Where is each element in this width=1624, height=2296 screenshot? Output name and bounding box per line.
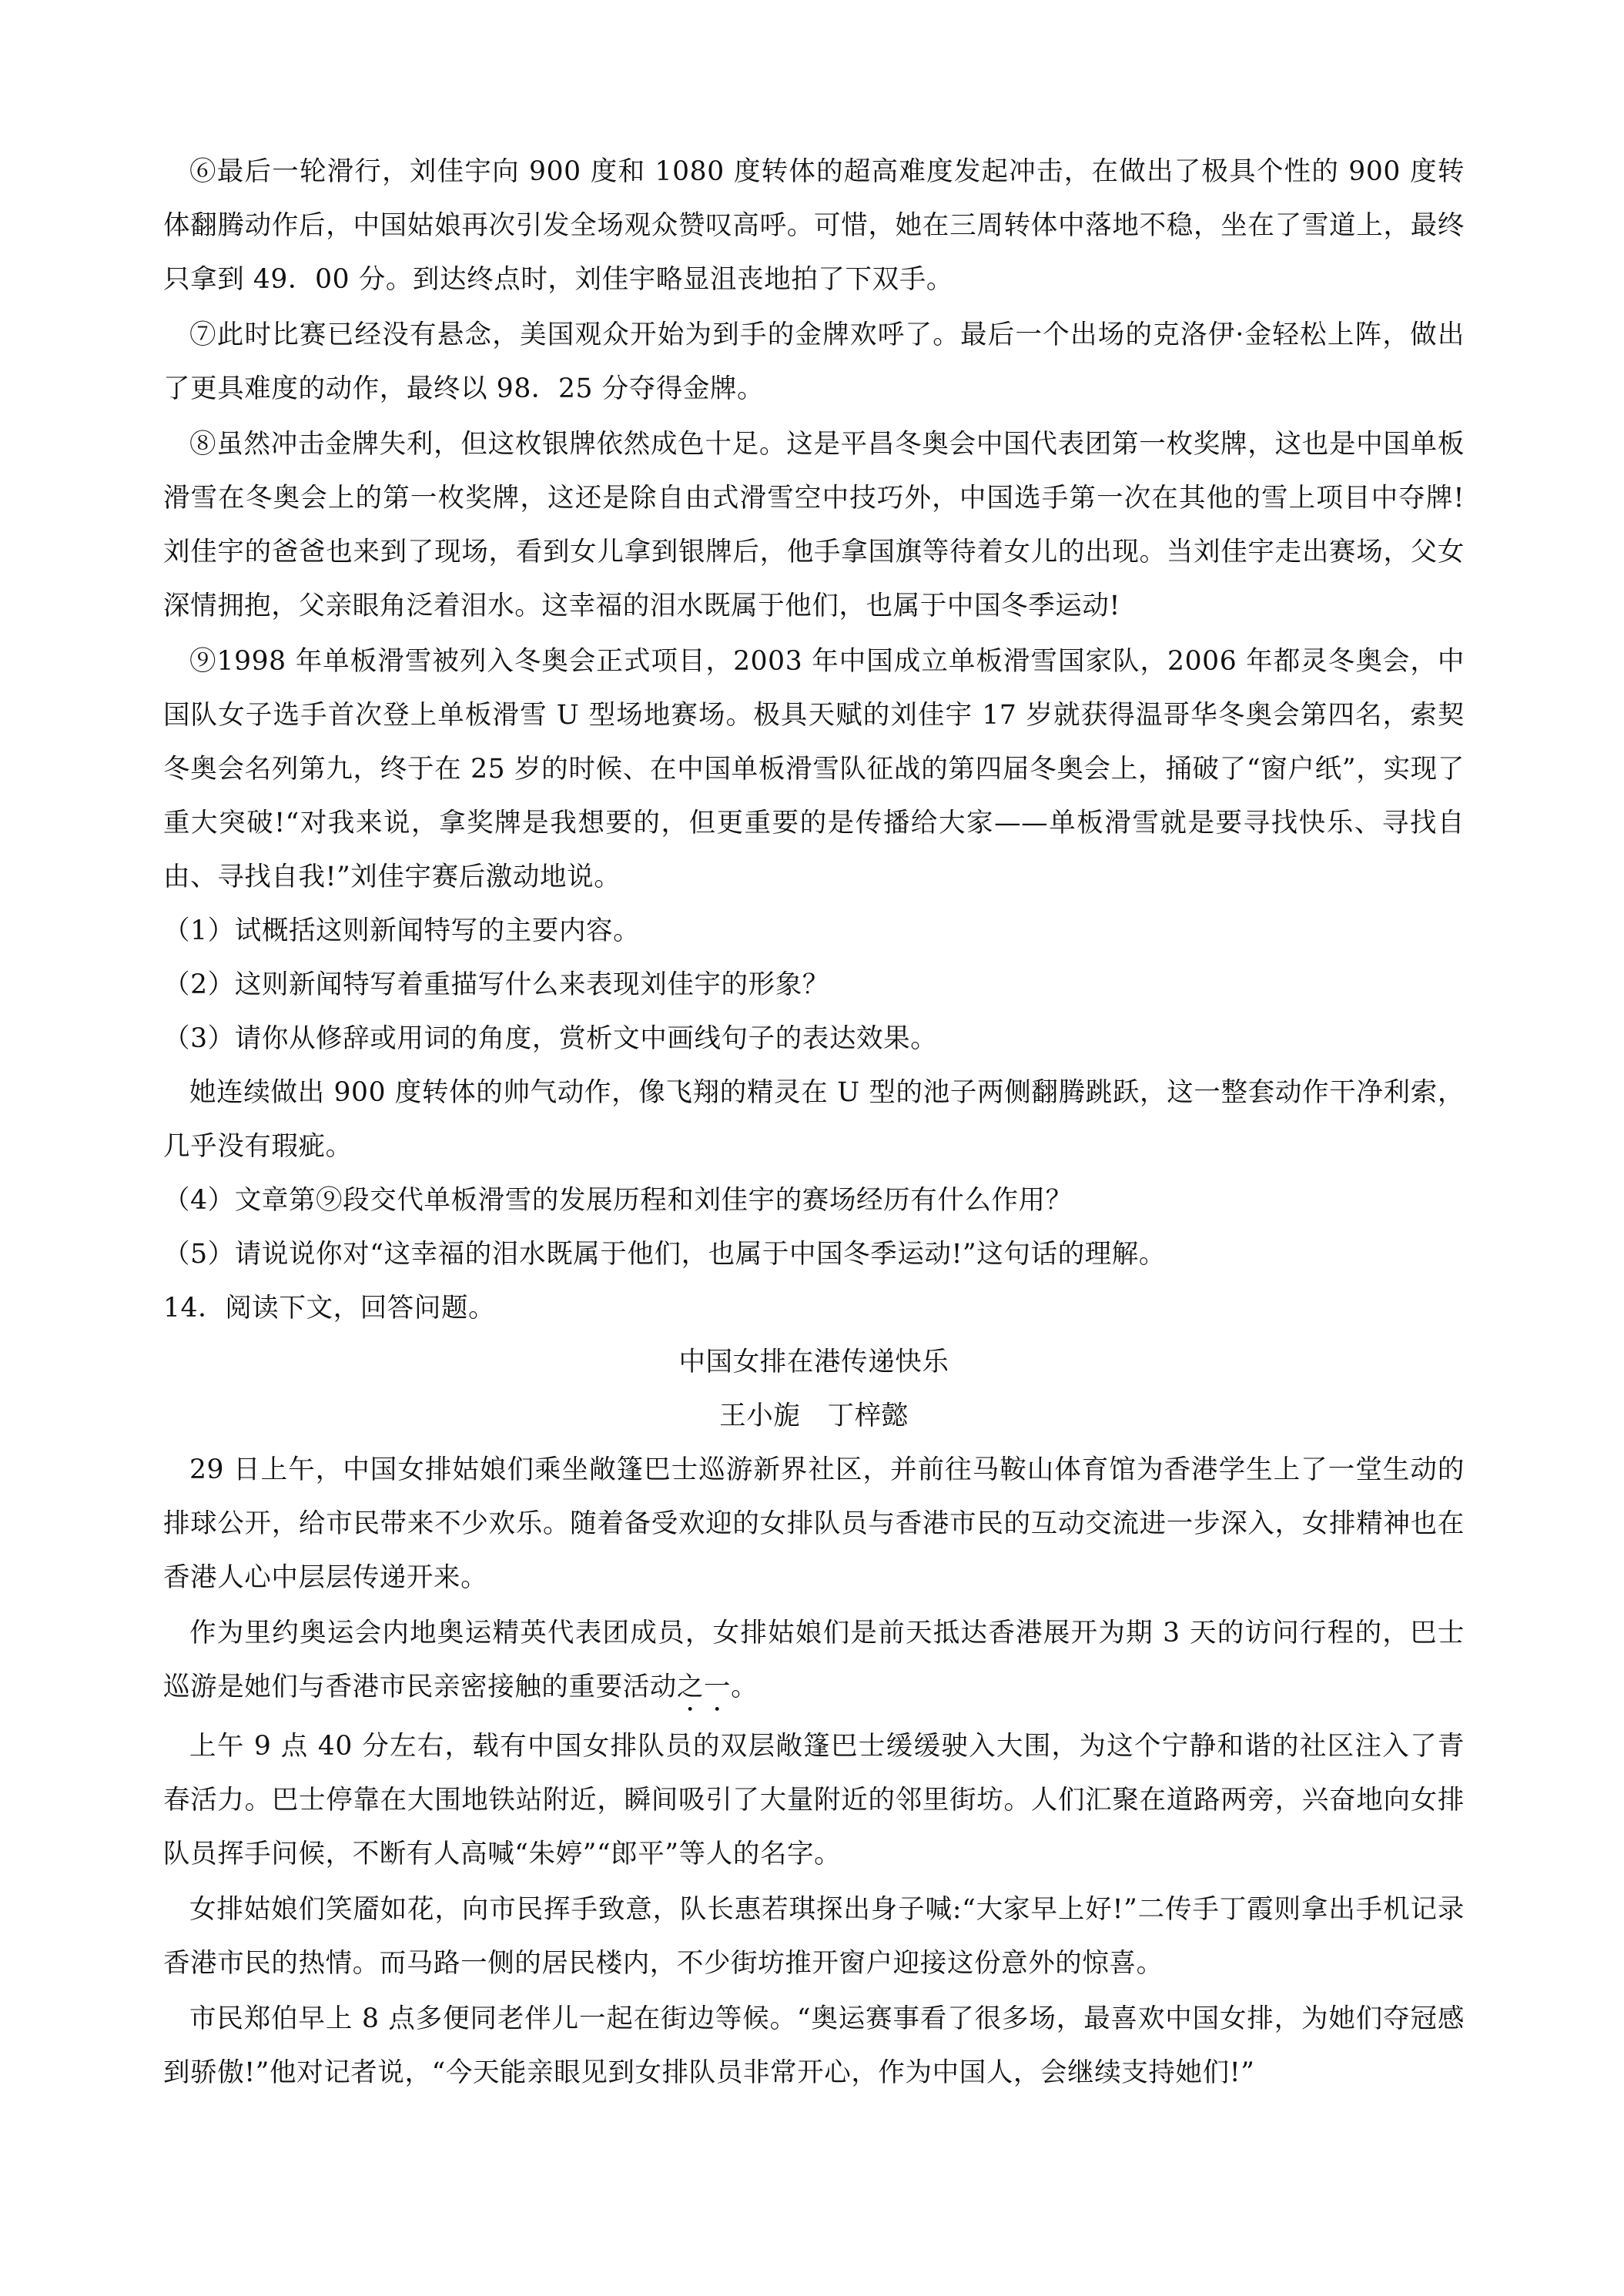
paragraph-9: ⑨1998 年单板滑雪被列入冬奥会正式项目，2003 年中国成立单板滑雪国家队，2006 年都灵冬奥会，中国队女子选手首次登上单板滑雪 U 型场地赛场。极具天赋的刘佳宇 17 岁就获得温哥华冬奥会第四名，索契冬奥会名列第九，终于在 25 岁的时候、在中国单板滑雪队征战的第四届冬奥会上，捅破了“窗户纸”，实现了重大突破!“对我来说，拿奖牌是我想要的，但更重要的是传播给大家——单板滑雪就是要寻找快乐、寻找自由、寻找自我!”刘佳宇赛后激动地说。 — [163, 646, 1465, 892]
article-paragraph-5: 市民郑伯早上 8 点多便同老伴儿一起在街边等候。“奥运赛事看了很多场，最喜欢中国女排，为她们夺冠感到骄傲!”他对记者说，“今天能亲眼见到女排队员非常开心，作为中国人，会继续支持她们!” — [163, 2003, 1465, 2088]
question-14-heading: 14．阅读下文，回答问题。 — [163, 1293, 496, 1324]
article-paragraph-1: 29 日上午，中国女排姑娘们乘坐敞篷巴士巡游新界社区，并前往马鞍山体育馆为香港学生上了一堂生动的排球公开，给市民带来不少欢乐。随着备受欢迎的女排队员与香港市民的互动交流进一步深入，女排精神也在香港人心中层层传递开来。 — [163, 1454, 1465, 1593]
article-paragraph-3: 上午 9 点 40 分左右，载有中国女排队员的双层敞篷巴士缓缓驶入大围，为这个宁静和谐的社区注入了青春活力。巴士停靠在大围地铁站附近，瞬间吸引了大量附近的邻里街坊。人们汇聚在道路两旁，兴奋地向女排队员挥手问候，不断有人高喊“朱婷”“郎平”等人的名字。 — [163, 1731, 1465, 1869]
question-1: （1）试概括这则新闻特写的主要内容。 — [163, 915, 641, 946]
document-page — [163, 145, 1465, 2100]
article-title: 中国女排在港传递快乐 — [678, 1347, 949, 1377]
article-paragraph-2-end: 。 — [731, 1672, 758, 1702]
quoted-sentence: 她连续做出 900 度转体的帅气动作，像飞翔的精灵在 U 型的池子两侧翻腾跳跃，这一整套动作干净利索，几乎没有瑕疵。 — [163, 1077, 1465, 1162]
paragraph-6: ⑥最后一轮滑行，刘佳宇向 900 度和 1080 度转体的超高难度发起冲击，在做出了极具个性的 900 度转体翻腾动作后，中国姑娘再次引发全场观众赞叹高呼。可惜，她在三周转体中落地不稳，坐在了雪道上，最终只拿到 49．00 分。到达终点时，刘佳宇略显沮丧地拍了下双手。 — [163, 156, 1465, 295]
emphasized-word: 之一 — [676, 1672, 732, 1702]
article-paragraph-2 — [163, 1606, 1465, 1718]
question-4: （4）文章第⑨段交代单板滑雪的发展历程和刘佳宇的赛场经历有什么作用？ — [163, 1185, 1073, 1216]
question-2: （2）这则新闻特写着重描写什么来表现刘佳宇的形象？ — [163, 969, 829, 1000]
article-authors: 王小旎 丁梓懿 — [719, 1401, 909, 1431]
paragraph-7: ⑦此时比赛已经没有悬念，美国观众开始为到手的金牌欢呼了。最后一个出场的克洛伊·金轻松上阵，做出了更具难度的动作，最终以 98．25 分夺得金牌。 — [163, 320, 1465, 404]
question-5: （5）请说说你对“这幸福的泪水既属于他们，也属于中国冬季运动!”这句话的理解。 — [163, 1239, 1166, 1270]
article-paragraph-2-text: 作为里约奥运会内地奥运精英代表团成员，女排姑娘们是前天抵达香港展开为期 3 天的访问行程的，巴士巡游是她们与香港市民亲密接触的重要活动 — [163, 1618, 1465, 1702]
question-3: （3）请你从修辞或用词的角度，赏析文中画线句子的表达效果。 — [163, 1023, 938, 1054]
article-paragraph-4: 女排姑娘们笑靥如花，向市民挥手致意，队长惠若琪探出身子喊:“大家早上好!”二传手丁霞则拿出手机记录香港市民的热情。而马路一侧的居民楼内，不少街坊推开窗户迎接这份意外的惊喜。 — [163, 1894, 1465, 1979]
paragraph-8: ⑧虽然冲击金牌失利，但这枚银牌依然成色十足。这是平昌冬奥会中国代表团第一枚奖牌，这也是中国单板滑雪在冬奥会上的第一枚奖牌，这还是除自由式滑雪空中技巧外，中国选手第一次在其他的雪上项目中夺牌!刘佳宇的爸爸也来到了现场，看到女儿拿到银牌后，他手拿国旗等待着女儿的出现。当刘佳宇走出赛场，父女深情拥抱，父亲眼角泛着泪水。这幸福的泪水既属于他们，也属于中国冬季运动! — [163, 429, 1465, 621]
